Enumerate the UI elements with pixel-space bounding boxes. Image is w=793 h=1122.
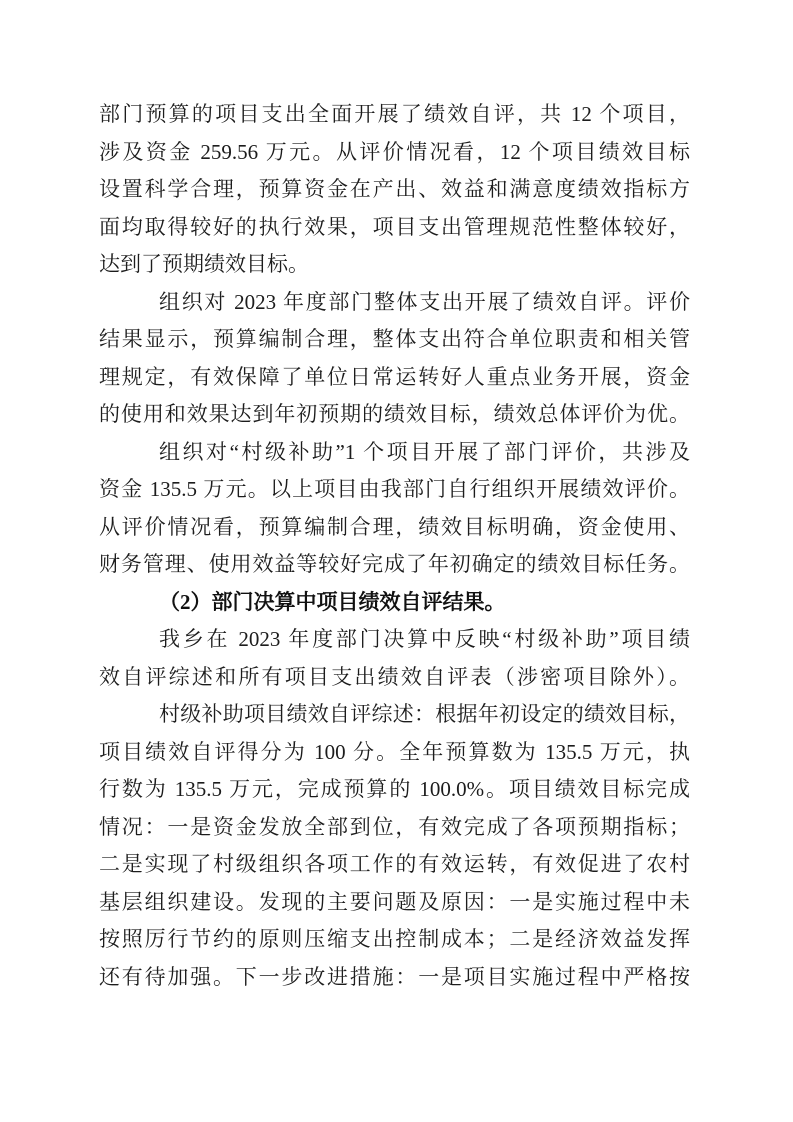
text-line: （2）部门决算中项目绩效自评结果。 bbox=[159, 589, 506, 614]
text-line: 涉及资金 259.56 万元。从评价情况看，12 个项目绩效目标 bbox=[99, 139, 690, 164]
text-line: 面均取得较好的执行效果，项目支出管理规范性整体较好， bbox=[99, 214, 690, 239]
text-block bbox=[99, 96, 690, 996]
body-paragraph bbox=[99, 621, 690, 696]
text-line: 设置科学合理，预算资金在产出、效益和满意度绩效指标方 bbox=[99, 177, 690, 201]
text-line: 还有待加强。下一步改进措施：一是项目实施过程中严格按 bbox=[99, 964, 690, 989]
text-line: 从评价情况看，预算编制合理，绩效目标明确，资金使用、 bbox=[99, 514, 690, 539]
text-line: 达到了预期绩效目标。 bbox=[99, 252, 309, 276]
text-line: 情况：一是资金发放全部到位，有效完成了各项预期指标； bbox=[99, 814, 690, 839]
text-line: 结果显示，预算编制合理，整体支出符合单位职责和相关管 bbox=[99, 327, 690, 351]
text-line: 部门预算的项目支出全面开展了绩效自评，共 12 个项目， bbox=[99, 102, 690, 126]
body-paragraph bbox=[99, 434, 690, 584]
text-line: 我乡在 2023 年度部门决算中反映“村级补助”项目绩 bbox=[159, 627, 690, 651]
text-line: 组织对 2023 年度部门整体支出开展了绩效自评。评价 bbox=[159, 289, 690, 314]
text-line: 村级补助项目绩效自评综述：根据年初设定的绩效目标， bbox=[159, 702, 690, 726]
body-paragraph bbox=[99, 284, 690, 434]
text-line: 组织对“村级补助”1 个项目开展了部门评价，共涉及 bbox=[159, 439, 690, 464]
body-paragraph bbox=[99, 696, 690, 996]
text-line: 理规定，有效保障了单位日常运转好人重点业务开展，资金 bbox=[99, 364, 690, 389]
text-line: 财务管理、使用效益等较好完成了年初确定的绩效目标任务。 bbox=[99, 552, 690, 576]
text-line: 按照厉行节约的原则压缩支出控制成本；二是经济效益发挥 bbox=[99, 927, 690, 951]
text-line: 行数为 135.5 万元，完成预算的 100.0%。项目绩效目标完成 bbox=[99, 777, 690, 801]
text-line: 资金 135.5 万元。以上项目由我部门自行组织开展绩效评价。 bbox=[99, 477, 690, 501]
text-line: 项目绩效自评得分为 100 分。全年预算数为 135.5 万元，执 bbox=[99, 739, 690, 764]
text-line: 效自评综述和所有项目支出绩效自评表（涉密项目除外）。 bbox=[99, 664, 690, 689]
heading-paragraph bbox=[99, 584, 690, 622]
body-paragraph bbox=[99, 96, 690, 284]
text-line: 基层组织建设。发现的主要问题及原因：一是实施过程中未 bbox=[99, 889, 690, 914]
text-line: 二是实现了村级组织各项工作的有效运转，有效促进了农村 bbox=[99, 852, 690, 876]
text-line: 的使用和效果达到年初预期的绩效目标，绩效总体评价为优。 bbox=[99, 402, 690, 426]
